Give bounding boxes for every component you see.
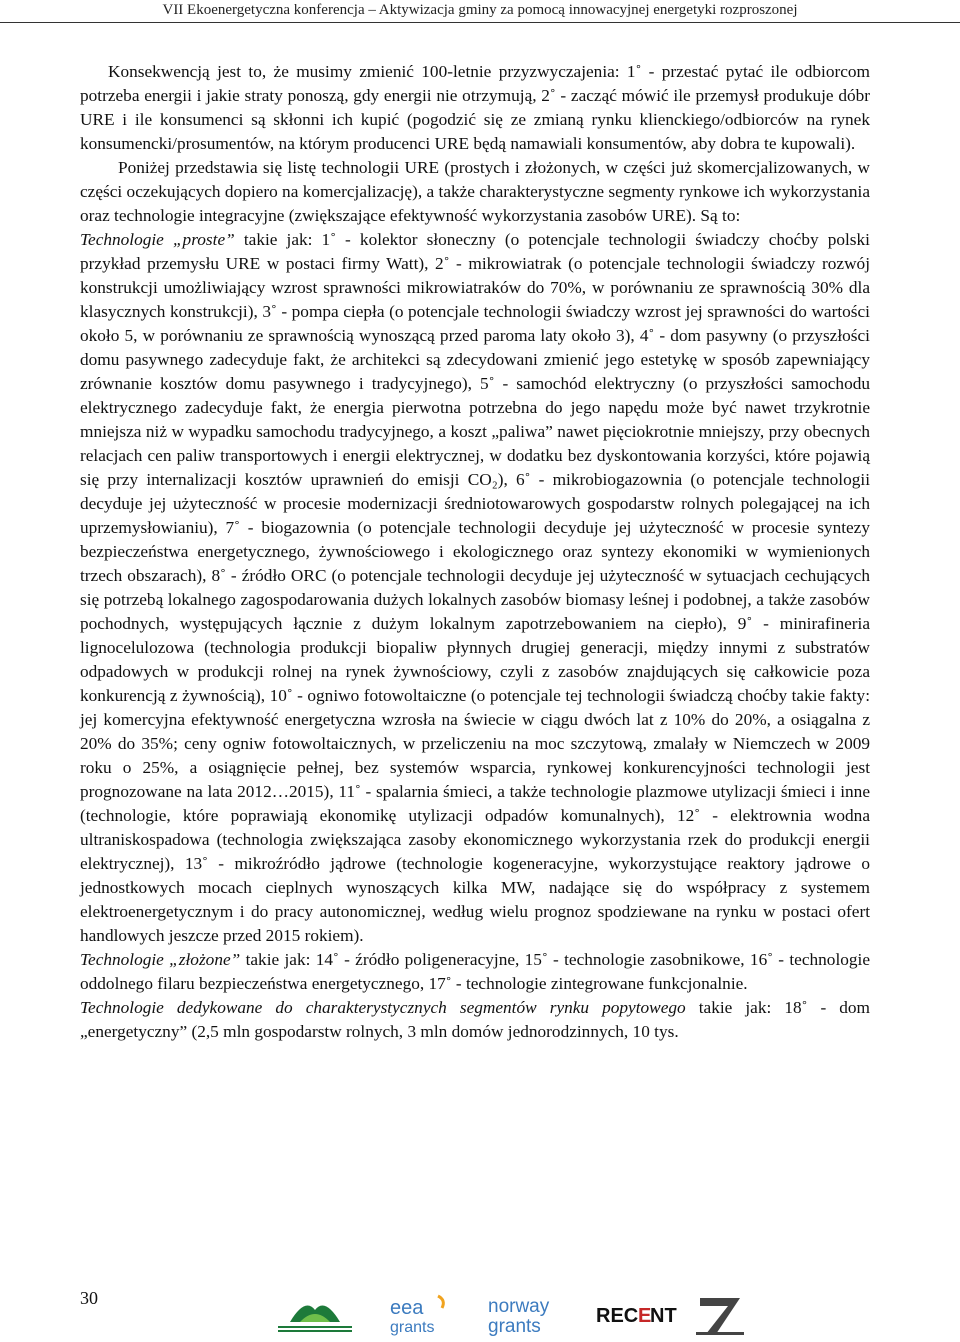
recent-icon	[594, 1292, 677, 1338]
norway-grants-logo	[486, 1292, 566, 1338]
svg-text:NT: NT	[650, 1305, 677, 1327]
complex-technologies-label: Technologie „złożone”	[80, 950, 241, 969]
running-header: VII Ekoenergetyczna konferencja – Aktywizacja gminy za pomocą innowacyjnej energetyki rozproszonej	[0, 0, 960, 23]
university-logo	[692, 1292, 748, 1338]
svg-text:grants: grants	[390, 1319, 435, 1336]
svg-text:grants: grants	[488, 1316, 541, 1337]
university-number-seven-icon	[692, 1292, 748, 1338]
paragraph-5	[80, 996, 870, 1044]
simple-technologies-label: Technologie „proste”	[80, 230, 235, 249]
paragraph-4	[80, 948, 870, 996]
svg-text:E: E	[638, 1305, 652, 1327]
dedicated-technologies-label: Technologie dedykowane do charakterystycznych segmentów rynku popytowego	[80, 998, 686, 1017]
sponsor-logos	[270, 1288, 890, 1342]
svg-text:eea: eea	[390, 1297, 424, 1319]
svg-text:REC: REC	[596, 1305, 639, 1327]
complex-technologies-text: takie jak: 14˚ - źródło poligeneracyjne, 15˚ - technologie zasobnikowe, 16˚ - technologie oddolnego filaru bezpieczeństwa energetycznego, 17˚ - technologie zintegrowane funkcjonalnie.	[80, 950, 870, 993]
wfosigw-emblem-icon	[270, 1292, 360, 1338]
eea-grants-logo	[388, 1292, 458, 1338]
paragraph-2: Poniżej przedstawia się listę technologii URE (prostych i złożonych, w części już skomercjalizowanych, w części oczekujących dopiero na komercjalizację), a także charakterystyczne segmenty rynkowe ich wykorzystania oraz technologie integracyjne (zwiększające efektywność wykorzystania zasobów URE). Są to:	[80, 158, 870, 225]
norway-grants-icon	[486, 1292, 566, 1338]
svg-text:norway: norway	[488, 1296, 550, 1317]
paragraph-1: Konsekwencją jest to, że musimy zmienić 100-letnie przyzwyczajenia: 1˚ - przestać pytać ile odbiorcom potrzeba energii i jakie straty ponoszą, gdy energii nie otrzymują, 2˚ - zacząć mówić ile przemysł produkuje dóbr URE i ile konsumenci są skłonni ich kupić (pogodzić się ze zmianą rynku klienckiego/odbiorców na rynek konsumencki/prosumentów, na którym producenci URE będą namawiali konsumentów, aby dobra te kupowali).	[80, 62, 870, 153]
paragraph-3	[80, 228, 870, 948]
document-body	[80, 60, 870, 1044]
dedicated-technologies-text: takie jak: 18˚ - dom „energetyczny” (2,5 mln gospodarstw rolnych, 3 mln domów jednorodzinnych, 10 tys.	[80, 998, 870, 1041]
recent-logo	[594, 1292, 677, 1338]
page-number: 30	[80, 1288, 98, 1308]
simple-technologies-text: takie jak: 1˚ - kolektor słoneczny (o potencjale technologii świadczy choćby polski przykład przemysłu URE w postaci firmy Watt), 2˚ - mikrowiatrak (o potencjale technologii świadczy rozwój konstrukcji umożliwiający wzrost sprawności mikrowiatraków do 70%, w porównaniu ze sprawnością 30% dla klasycznych konstrukcji), 3˚ - pompa ciepła (o potencjale technologii świadczy wzrost jej sprawności do wartości około 5, w porównaniu ze sprawnością wynoszącą przed paroma laty około 3), 4˚ - dom pasywny (o przyszłości domu pasywnego zadecyduje fakt, że architekci są zdecydowani zmienić jego estetykę w sposób zapewniający zrównanie kosztów domu pasywnego i tradycyjnego), 5˚ - samochód elektryczny (o przyszłości samochodu elektrycznego zadecyduje fakt, że energia pierwotna potrzebna do jego napędu może być nawet trzykrotnie mniejsza niż w wypadku samochodu tradycyjnego, a koszt „paliwa” nawet pięciokrotnie mniejszy, przy obecnych relacjach cen paliw transportowych i energii elektrycznej, w dodatku bez dyskontowania korzyści, które pojawią się przy internalizacji kosztów uprawnień do emisji CO₂), 6˚ - mikrobiogazownia (o potencjale technologii decyduje jej użyteczność w procesie modernizacji średniotowarowych gospodarstw rolnych polegającej na ich uprzemysłowianiu), 7˚ - biogazownia (o potencjale technologii decyduje jej użyteczność w procesie syntezy bezpieczeństwa energetycznego, żywnościowego i ekologicznego oraz syntezy ekonomiki w wymienionych trzech obszarach), 8˚ - źródło ORC (o potencjale technologii decyduje jej użyteczność w sytuacjach cechujących się potrzebą lokalnego zagospodarowania dużych lokalnych zasobów biomasy leśnej i podobnej, a także zasobów pochodnych, występujących łącznie z dużym lokalnym zapotrzebowaniem na ciepło), 9˚ - minirafineria lignocelulozowa (technologia produkcji biopaliw płynnych drugiej generacji, między innymi z substratów odpadowych w produkcji rolnej na rynek żywnościowy, czyli z zasobów znajdujących się całkowicie poza konkurencją z żywnością), 10˚ - ogniwo fotowoltaiczne (o potencjale tej technologii świadczą choćby takie fakty: jej komercyjna efektywność energetyczna wzrosła na świecie w ciągu dwóch lat z 10% do 20%, a osiągalna z 20% do 35%; ceny ogniw fotowoltaicznych, w przeliczeniu na moc szczytową, zmalały w Niemczech w 2009 roku o 25%, a osiągnięcie pełnej, bez systemów wsparcia, rynkowej konkurencyjności technologii jest prognozowane na lata 2012…2015), 11˚ - spalarnia śmieci, a także technologie plazmowe utylizacji śmieci i inne (technologie, które poprawiają ekonomikę utylizacji odpadów komunalnych), 12˚ - elektrownia wodna ultraniskospadowa (technologia zwiększająca zasoby ekonomicznego wykorzystania rzek do produkcji energii elektrycznej), 13˚ - mikroźródło jądrowe (technologie kogeneracyjne, wykorzystujące reaktory jądrowe o jednostkowych mocach cieplnych wynoszących kilka MW, nadające się do współpracy z systemem elektroenergetycznym i do pracy autonomicznej, według wielu prognoz spodziewane na rynku w postaci ofert handlowych jeszcze przed 2015 rokiem).	[80, 230, 870, 945]
eea-grants-icon	[388, 1292, 458, 1338]
wfosigw-logo	[270, 1292, 360, 1338]
